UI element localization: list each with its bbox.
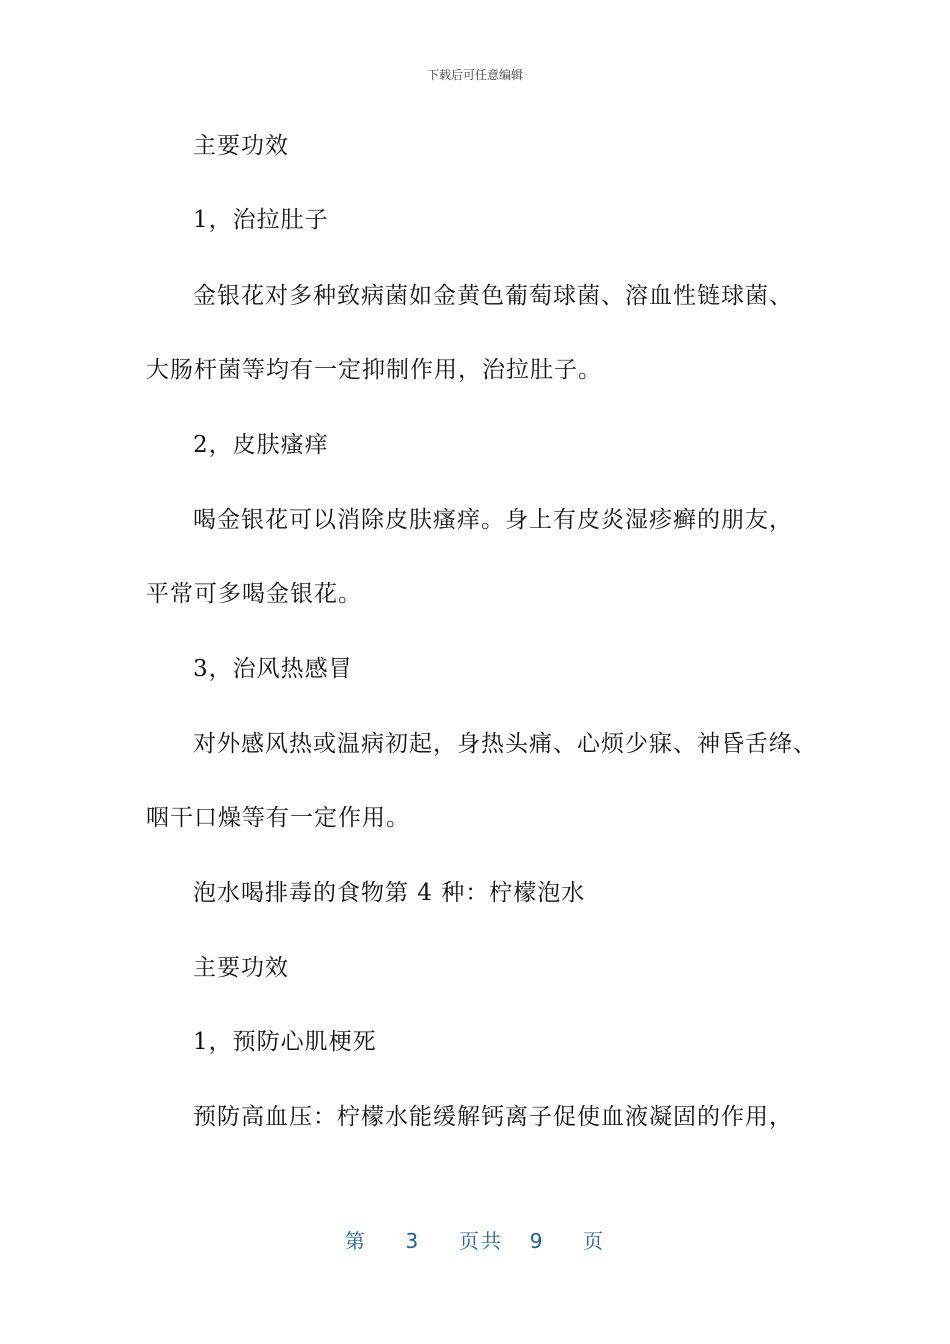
footer-suffix: 页 bbox=[583, 1229, 606, 1253]
list-item-heading: 3，治风热感冒 bbox=[193, 656, 353, 682]
section-heading: 主要功效 bbox=[193, 133, 289, 159]
footer-prefix: 第 bbox=[344, 1229, 367, 1253]
section-title: 泡水喝排毒的食物第 4 种：柠檬泡水 bbox=[193, 880, 586, 906]
list-item-heading: 2，皮肤瘙痒 bbox=[193, 432, 329, 458]
page-footer bbox=[0, 1225, 950, 1254]
footer-middle: 页共 bbox=[459, 1229, 503, 1253]
paragraph-line: 预防高血压：柠檬水能缓解钙离子促使血液凝固的作用， bbox=[193, 1104, 793, 1130]
list-item-heading: 1，治拉肚子 bbox=[193, 207, 329, 233]
paragraph-line: 喝金银花可以消除皮肤瘙痒。身上有皮炎湿疹癣的朋友， bbox=[193, 507, 793, 533]
paragraph-line: 对外感风热或温病初起，身热头痛、心烦少寐、神昏舌绛、 bbox=[193, 731, 817, 757]
paragraph-line: 咽干口燥等有一定作用。 bbox=[146, 805, 410, 831]
current-page-number: 3 bbox=[405, 1229, 421, 1253]
section-heading: 主要功效 bbox=[193, 955, 289, 981]
paragraph-line: 金银花对多种致病菌如金黄色葡萄球菌、溶血性链球菌、 bbox=[193, 283, 793, 309]
total-page-count: 9 bbox=[529, 1229, 545, 1253]
paragraph-line: 大肠杆菌等均有一定抑制作用，治拉肚子。 bbox=[146, 357, 602, 383]
paragraph-line: 平常可多喝金银花。 bbox=[146, 581, 362, 607]
page-header: 下载后可任意编辑 bbox=[426, 68, 523, 82]
list-item-heading: 1，预防心肌梗死 bbox=[193, 1029, 377, 1055]
